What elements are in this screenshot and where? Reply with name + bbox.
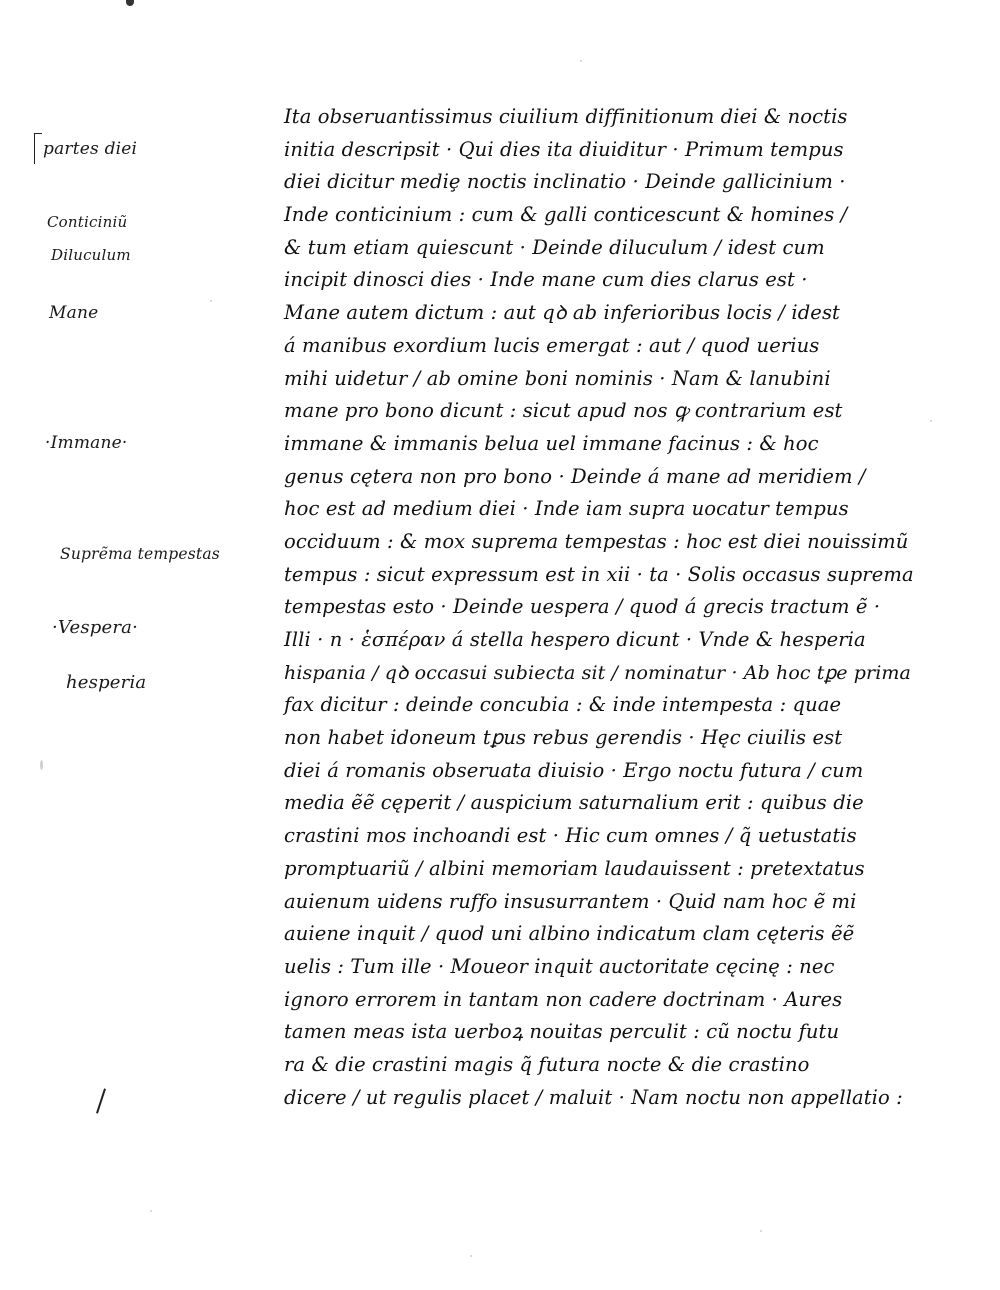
text-line: non habet idoneum tꝑus rebus gerendis · Hęc ciuilis est	[284, 726, 843, 750]
margin-note-diluculum: Diluculum	[51, 246, 131, 264]
margin-note-partes-diei: partes diei	[43, 139, 138, 159]
scan-speck	[40, 760, 43, 770]
text-line: tamen meas ista uerboꝝ nouitas perculit : cũ noctu futu	[284, 1020, 840, 1044]
text-line: mihi uidetur / ab omine boni nominis · Nam & lanubini	[284, 366, 831, 390]
text-line: hoc est ad medium diei · Inde iam supra uocatur tempus	[284, 497, 849, 521]
text-line: ra & die crastini magis q̃ futura nocte & die crastino	[284, 1052, 810, 1076]
text-line: fax dicitur : deinde concubia : & inde intempesta : quae	[284, 693, 842, 717]
text-line: Illi · n · ἑσπέραν á stella hespero dicunt · Vnde & hesperia	[284, 628, 866, 651]
text-line: promptuariũ / albini memoriam laudauissent : pretextatus	[284, 856, 865, 880]
text-line: á manibus exordium lucis emergat : aut / quod uerius	[284, 333, 820, 357]
margin-note-suprema-tempestas: Suprẽma tempestas	[60, 545, 220, 563]
text-line: diei dicitur mediȩ noctis inclinatio · Deinde gallicinium ·	[284, 170, 846, 194]
text-line: mane pro bono dicunt : sicut apud nos ꝙ contrarium est	[284, 399, 843, 423]
text-line: hispania / qꝺ occasui subiecta sit / nominatur · Ab hoc tꝑe prima	[284, 661, 911, 684]
text-line: media ẽẽ cęperit / auspicium saturnalium erit : quibus die	[284, 791, 864, 815]
margin-note-vespera: ·Vespera·	[52, 617, 138, 638]
text-line: genus cętera non pro bono · Deinde á mane ad meridiem /	[284, 464, 866, 488]
text-line: Ita obseruantissimus ciuilium diffinitionum diei & noctis	[284, 105, 848, 128]
text-line: Inde conticinium : cum & galli conticescunt & homines /	[284, 203, 848, 227]
text-line: & tum etiam quiescunt · Deinde diluculum / idest cum	[284, 235, 825, 259]
text-line: immane & immanis belua uel immane facinus : & hoc	[284, 431, 819, 455]
scan-speck	[150, 1210, 152, 1212]
text-line: dicere / ut regulis placet / maluit · Nam noctu non appellatio :	[284, 1085, 903, 1109]
text-line: crastini mos inchoandi est · Hic cum omnes / q̃ uetustatis	[284, 824, 857, 848]
text-line: uelis : Tum ille · Moueor inquit auctoritate cęcinę : nec	[284, 954, 835, 978]
text-line: Mane autem dictum : aut qꝺ ab inferioribus locis / idest	[284, 301, 840, 325]
text-line: diei á romanis obseruata diuisio · Ergo noctu futura / cum	[284, 758, 864, 782]
scan-speck	[760, 1230, 762, 1232]
text-line: tempestas esto · Deinde uespera / quod á grecis tractum ẽ ·	[284, 595, 881, 619]
margin-bracket	[34, 133, 42, 164]
scan-speck	[930, 420, 932, 422]
text-line: auiene inquit / quod uni albino indicatum clam cęteris ẽẽ	[284, 922, 855, 946]
scan-speck	[470, 1255, 472, 1257]
text-line: tempus : sicut expressum est in xii · ta · Solis occasus suprema	[284, 562, 914, 586]
margin-note-mane: Mane	[49, 303, 99, 323]
pen-stroke-mark	[96, 1088, 106, 1113]
text-line: occiduum : & mox suprema tempestas : hoc est diei nouissimũ	[284, 529, 909, 553]
ink-blot	[126, 0, 134, 6]
margin-note-hesperia: hesperia	[66, 672, 147, 693]
margin-note-conticinium: Conticiniũ	[47, 213, 128, 231]
scan-speck	[580, 60, 582, 62]
text-line: auienum uidens ruffo insusurrantem · Quid nam hoc ẽ mi	[284, 889, 857, 913]
text-line: incipit dinosci dies · Inde mane cum dies clarus est ·	[284, 268, 808, 292]
text-line: ignoro errorem in tantam non cadere doctrinam · Aures	[284, 987, 843, 1011]
text-line: initia descripsit · Qui dies ita diuiditur · Primum tempus	[284, 137, 844, 161]
margin-note-immane: ·Immane·	[45, 433, 128, 453]
scan-speck	[210, 300, 212, 302]
main-text-block	[284, 101, 924, 1114]
